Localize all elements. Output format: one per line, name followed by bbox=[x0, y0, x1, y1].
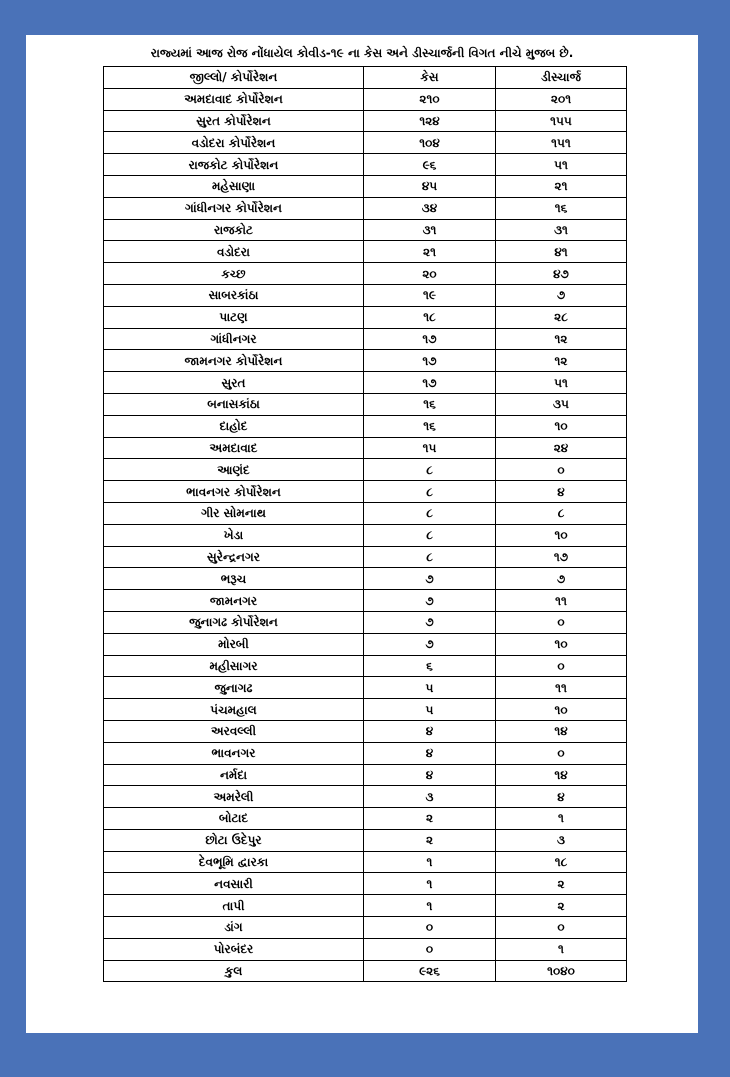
discharge-cell: ૧૮ bbox=[496, 851, 627, 873]
discharge-cell: ૪ bbox=[496, 481, 627, 503]
discharge-cell: ૨૪ bbox=[496, 437, 627, 459]
district-name-cell: બનાસકાંઠા bbox=[104, 393, 364, 415]
table-row bbox=[104, 88, 627, 110]
district-name-cell: ગાંધીનગર કોર્પોરેશન bbox=[104, 197, 364, 219]
discharge-cell: ૧૪ bbox=[496, 764, 627, 786]
cases-cell: ૧૭ bbox=[364, 350, 496, 372]
district-name-cell: અરવલ્લી bbox=[104, 720, 364, 742]
discharge-cell: ૨ bbox=[496, 895, 627, 917]
table-row bbox=[104, 786, 627, 808]
total-label: કુલ bbox=[104, 960, 364, 982]
district-name-cell: દેવભૂમિ દ્વારકા bbox=[104, 851, 364, 873]
table-row bbox=[104, 677, 627, 699]
district-name-cell: આણંદ bbox=[104, 459, 364, 481]
table-row bbox=[104, 372, 627, 394]
table-row bbox=[104, 284, 627, 306]
column-header-district: જીલ્લો/ કોર્પોરેશન bbox=[104, 67, 364, 89]
table-total-row bbox=[104, 960, 627, 982]
cases-cell: ૮ bbox=[364, 502, 496, 524]
district-name-cell: પોરબંદર bbox=[104, 938, 364, 960]
discharge-cell: ૩૧ bbox=[496, 219, 627, 241]
district-name-cell: રાજકોટ કોર્પોરેશન bbox=[104, 154, 364, 176]
table-row bbox=[104, 873, 627, 895]
table-row bbox=[104, 306, 627, 328]
cases-cell: ૨ bbox=[364, 829, 496, 851]
table-row bbox=[104, 546, 627, 568]
table-row bbox=[104, 328, 627, 350]
table-row bbox=[104, 764, 627, 786]
discharge-cell: ૪ bbox=[496, 786, 627, 808]
district-name-cell: અમરેલી bbox=[104, 786, 364, 808]
table-row bbox=[104, 502, 627, 524]
table-row bbox=[104, 219, 627, 241]
cases-cell: ૮ bbox=[364, 481, 496, 503]
discharge-cell: ૨૦૧ bbox=[496, 88, 627, 110]
discharge-cell: ૦ bbox=[496, 917, 627, 939]
cases-cell: ૬ bbox=[364, 655, 496, 677]
discharge-cell: ૧ bbox=[496, 938, 627, 960]
discharge-cell: ૫૧ bbox=[496, 372, 627, 394]
district-name-cell: ભાવનગર કોર્પોરેશન bbox=[104, 481, 364, 503]
discharge-cell: ૭ bbox=[496, 284, 627, 306]
discharge-cell: ૨૮ bbox=[496, 306, 627, 328]
district-name-cell: સુરેન્દ્રનગર bbox=[104, 546, 364, 568]
table-row bbox=[104, 481, 627, 503]
table-row bbox=[104, 851, 627, 873]
district-name-cell: સાબરકાંઠા bbox=[104, 284, 364, 306]
discharge-cell: ૭ bbox=[496, 568, 627, 590]
discharge-cell: ૧ bbox=[496, 808, 627, 830]
cases-cell: ૩૧ bbox=[364, 219, 496, 241]
discharge-cell: ૩૫ bbox=[496, 393, 627, 415]
table-row bbox=[104, 568, 627, 590]
discharge-cell: ૫૧ bbox=[496, 154, 627, 176]
discharge-cell: ૦ bbox=[496, 742, 627, 764]
cases-cell: ૧ bbox=[364, 851, 496, 873]
discharge-cell: ૧૪ bbox=[496, 720, 627, 742]
cases-cell: ૧૯ bbox=[364, 284, 496, 306]
cases-cell: ૩૪ bbox=[364, 197, 496, 219]
table-row bbox=[104, 655, 627, 677]
discharge-cell: ૧૫૫ bbox=[496, 110, 627, 132]
table-row bbox=[104, 197, 627, 219]
table-row bbox=[104, 633, 627, 655]
discharge-cell: ૧૦ bbox=[496, 415, 627, 437]
discharge-cell: ૧૨ bbox=[496, 328, 627, 350]
discharge-cell: ૨૧ bbox=[496, 175, 627, 197]
table-row bbox=[104, 437, 627, 459]
column-header-cases: કેસ bbox=[364, 67, 496, 89]
table-row bbox=[104, 175, 627, 197]
district-name-cell: સુરત bbox=[104, 372, 364, 394]
district-name-cell: અમદાવાદ bbox=[104, 437, 364, 459]
cases-cell: ૪ bbox=[364, 764, 496, 786]
total-cases: ૯૨૬ bbox=[364, 960, 496, 982]
district-name-cell: ગાંધીનગર bbox=[104, 328, 364, 350]
district-name-cell: નર્મદા bbox=[104, 764, 364, 786]
district-name-cell: મોરબી bbox=[104, 633, 364, 655]
district-name-cell: દાહોદ bbox=[104, 415, 364, 437]
district-name-cell: અમદાવાદ કોર્પોરેશન bbox=[104, 88, 364, 110]
cases-cell: ૧૫ bbox=[364, 437, 496, 459]
district-name-cell: ગીર સોમનાથ bbox=[104, 502, 364, 524]
cases-cell: ૧૨૪ bbox=[364, 110, 496, 132]
cases-cell: ૫ bbox=[364, 699, 496, 721]
discharge-cell: ૧૧ bbox=[496, 590, 627, 612]
table-row bbox=[104, 263, 627, 285]
table-row bbox=[104, 154, 627, 176]
cases-cell: ૧૮ bbox=[364, 306, 496, 328]
district-name-cell: જામનગર કોર્પોરેશન bbox=[104, 350, 364, 372]
discharge-cell: ૧૦ bbox=[496, 633, 627, 655]
cases-cell: ૫ bbox=[364, 677, 496, 699]
discharge-cell: ૨ bbox=[496, 873, 627, 895]
cases-cell: ૧ bbox=[364, 895, 496, 917]
discharge-cell: ૧૦ bbox=[496, 524, 627, 546]
table-row bbox=[104, 524, 627, 546]
district-name-cell: તાપી bbox=[104, 895, 364, 917]
table-row bbox=[104, 699, 627, 721]
document-page bbox=[26, 35, 698, 1033]
cases-cell: ૧૬ bbox=[364, 415, 496, 437]
cases-cell: ૪ bbox=[364, 742, 496, 764]
total-discharge: ૧૦૪૦ bbox=[496, 960, 627, 982]
district-name-cell: બોટાદ bbox=[104, 808, 364, 830]
district-name-cell: મહીસાગર bbox=[104, 655, 364, 677]
district-name-cell: ભાવનગર bbox=[104, 742, 364, 764]
district-name-cell: કચ્છ bbox=[104, 263, 364, 285]
district-name-cell: રાજકોટ bbox=[104, 219, 364, 241]
district-name-cell: પંચમહાલ bbox=[104, 699, 364, 721]
cases-cell: ૮ bbox=[364, 459, 496, 481]
cases-cell: ૭ bbox=[364, 611, 496, 633]
discharge-cell: ૮ bbox=[496, 502, 627, 524]
cases-cell: ૨૦ bbox=[364, 263, 496, 285]
covid-cases-table bbox=[103, 66, 627, 982]
cases-cell: ૧ bbox=[364, 873, 496, 895]
discharge-cell: ૩ bbox=[496, 829, 627, 851]
table-row bbox=[104, 917, 627, 939]
cases-cell: ૭ bbox=[364, 590, 496, 612]
table-row bbox=[104, 611, 627, 633]
table-header-row bbox=[104, 67, 627, 89]
cases-cell: ૪ bbox=[364, 720, 496, 742]
table-row bbox=[104, 720, 627, 742]
district-name-cell: સુરત કોર્પોરેશન bbox=[104, 110, 364, 132]
cases-cell: ૭ bbox=[364, 568, 496, 590]
cases-cell: ૯૬ bbox=[364, 154, 496, 176]
cases-cell: ૩ bbox=[364, 786, 496, 808]
table-row bbox=[104, 415, 627, 437]
table-row bbox=[104, 459, 627, 481]
table-row bbox=[104, 241, 627, 263]
discharge-cell: ૧૦ bbox=[496, 699, 627, 721]
table-row bbox=[104, 393, 627, 415]
discharge-cell: ૧૫૧ bbox=[496, 132, 627, 154]
cases-cell: ૧૭ bbox=[364, 372, 496, 394]
discharge-cell: ૧૨ bbox=[496, 350, 627, 372]
discharge-cell: ૧૭ bbox=[496, 546, 627, 568]
district-name-cell: ડાંગ bbox=[104, 917, 364, 939]
table-body bbox=[104, 88, 627, 960]
district-name-cell: ખેડા bbox=[104, 524, 364, 546]
table-row bbox=[104, 742, 627, 764]
district-name-cell: છોટા ઉદેપુર bbox=[104, 829, 364, 851]
cases-cell: ૨૧૦ bbox=[364, 88, 496, 110]
district-name-cell: ભરૂચ bbox=[104, 568, 364, 590]
cases-cell: ૦ bbox=[364, 917, 496, 939]
discharge-cell: ૦ bbox=[496, 611, 627, 633]
discharge-cell: ૧૧ bbox=[496, 677, 627, 699]
cases-cell: ૮ bbox=[364, 546, 496, 568]
cases-cell: ૨૧ bbox=[364, 241, 496, 263]
discharge-cell: ૪૭ bbox=[496, 263, 627, 285]
district-name-cell: પાટણ bbox=[104, 306, 364, 328]
table-row bbox=[104, 808, 627, 830]
cases-cell: ૧૦૪ bbox=[364, 132, 496, 154]
district-name-cell: નવસારી bbox=[104, 873, 364, 895]
table-row bbox=[104, 590, 627, 612]
discharge-cell: ૦ bbox=[496, 459, 627, 481]
cases-cell: ૭ bbox=[364, 633, 496, 655]
district-name-cell: મહેસાણા bbox=[104, 175, 364, 197]
cases-cell: ૦ bbox=[364, 938, 496, 960]
cases-cell: ૪૫ bbox=[364, 175, 496, 197]
table-row bbox=[104, 938, 627, 960]
discharge-cell: ૦ bbox=[496, 655, 627, 677]
table-row bbox=[104, 132, 627, 154]
cases-cell: ૧૭ bbox=[364, 328, 496, 350]
column-header-discharge: ડીસ્ચાર્જ bbox=[496, 67, 627, 89]
district-name-cell: વડોદરા bbox=[104, 241, 364, 263]
cases-cell: ૮ bbox=[364, 524, 496, 546]
table-row bbox=[104, 350, 627, 372]
table-row bbox=[104, 110, 627, 132]
table-row bbox=[104, 829, 627, 851]
discharge-cell: ૧૬ bbox=[496, 197, 627, 219]
cases-cell: ૧૬ bbox=[364, 393, 496, 415]
district-name-cell: જુનાગઢ કોર્પોરેશન bbox=[104, 611, 364, 633]
district-name-cell: જામનગર bbox=[104, 590, 364, 612]
document-heading: રાજ્યમાં આજ રોજ નોંધાયેલ કોવીડ-૧૯ ના કેસ અને ડીસ્ચાર્જની વિગત નીચે મુજબ છે. bbox=[150, 46, 574, 60]
discharge-cell: ૪૧ bbox=[496, 241, 627, 263]
table-row bbox=[104, 895, 627, 917]
district-name-cell: જુનાગઢ bbox=[104, 677, 364, 699]
district-name-cell: વડોદરા કોર્પોરેશન bbox=[104, 132, 364, 154]
cases-cell: ૨ bbox=[364, 808, 496, 830]
